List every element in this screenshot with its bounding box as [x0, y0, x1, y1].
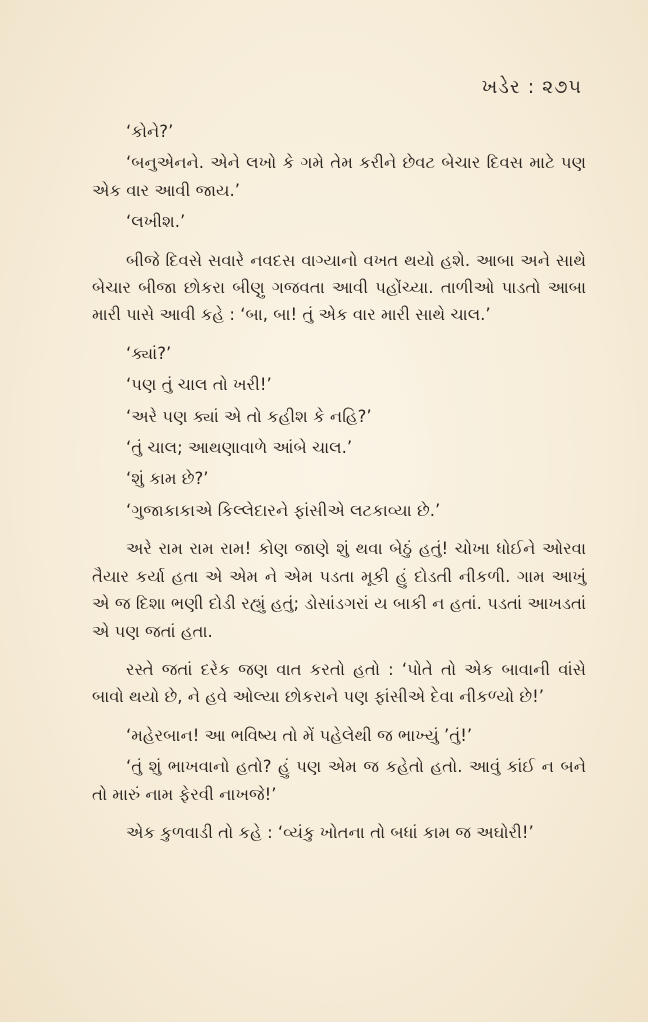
paragraph: રસ્તે જતાં દરેક જણ વાત કરતો હતો : ‘પોતે તો એક બાવાની વાંસે બાવો થયો છે, ને હવે ઓલ્યા છોકરાને પણ ફાંસીએ દેવા નીકળ્યો છે!’ [92, 659, 586, 707]
paragraph: અરે રામ રામ રામ! કોણ જાણે શું થવા બેઠું હતું! ચોખા ધોઈને ઓરવા તૈયાર કર્યા હતા એ એમ ને એમ પડતા મૂકી હું દોડતી નીકળી. ગામ આખું એ જ દિશા ભણી દોડી રહ્યું હતું; ડોસાંડગરાં ય બાકી ન હતાં. પડતાં આખડતાં એ પણ જતાં હતા. [92, 539, 586, 641]
paragraph: ‘કોને?’ [126, 122, 174, 141]
paragraph: ‘બનુએનને. એને લખો કે ગમે તેમ કરીને છેવટ બેચાર દિવસ માટે પણ એક વાર આવી જાય.’ [92, 153, 586, 200]
running-header: ખડેર : ૨૭૫ [481, 76, 582, 98]
paragraph: ‘પણ તું ચાલ તો ખરી!’ [126, 375, 272, 395]
paragraph: ‘તું ચાલ; આથણાવાળે આંબે ચાલ.’ [126, 438, 353, 458]
paragraph: ‘અરે પણ ક્યાં એ તો કહીશ કે નહિ?’ [126, 406, 372, 426]
paragraph: એક કુળવાડી તો કહે : ‘વ્યંકુ ખોતના તો બધાં કામ જ અઘોરી!’ [126, 822, 534, 842]
paragraph: ‘મહેરબાન! આ ભવિષ્ય તો મેં પહેલેથી જ ભાખ્યું ’તું!’ [126, 725, 473, 745]
paragraph: બીજે દિવસે સવારે નવદસ વાગ્યાનો વખત થયો હશે. આબા અને સાથે બેચાર બીજા છોકરા બીણુ ગજવતા આવી પહોંચ્યા. તાળીઓ પાડતો આબા મારી પાસે આવી કહે : ‘બા, બા! તું એક વાર મારી સાથે ચાલ.’ [92, 250, 586, 325]
paragraph: ‘શું કામ છે?’ [126, 469, 209, 489]
paragraph: ‘ગુજાકાકાએ કિલ્લેદારને ફાંસીએ લટકાવ્યા છે.’ [126, 500, 441, 520]
paragraph: ‘ક્યાં?’ [126, 343, 172, 363]
paragraph: ‘તું શું ભાખવાનો હતો? હું પણ એમ જ કહેતો હતો. આવું કાંઈ ન બને તો મારું નામ ફેરવી નાખજે!’ [92, 757, 586, 804]
body-text [92, 118, 586, 846]
paragraph: ‘લખીશ.’ [126, 212, 186, 232]
